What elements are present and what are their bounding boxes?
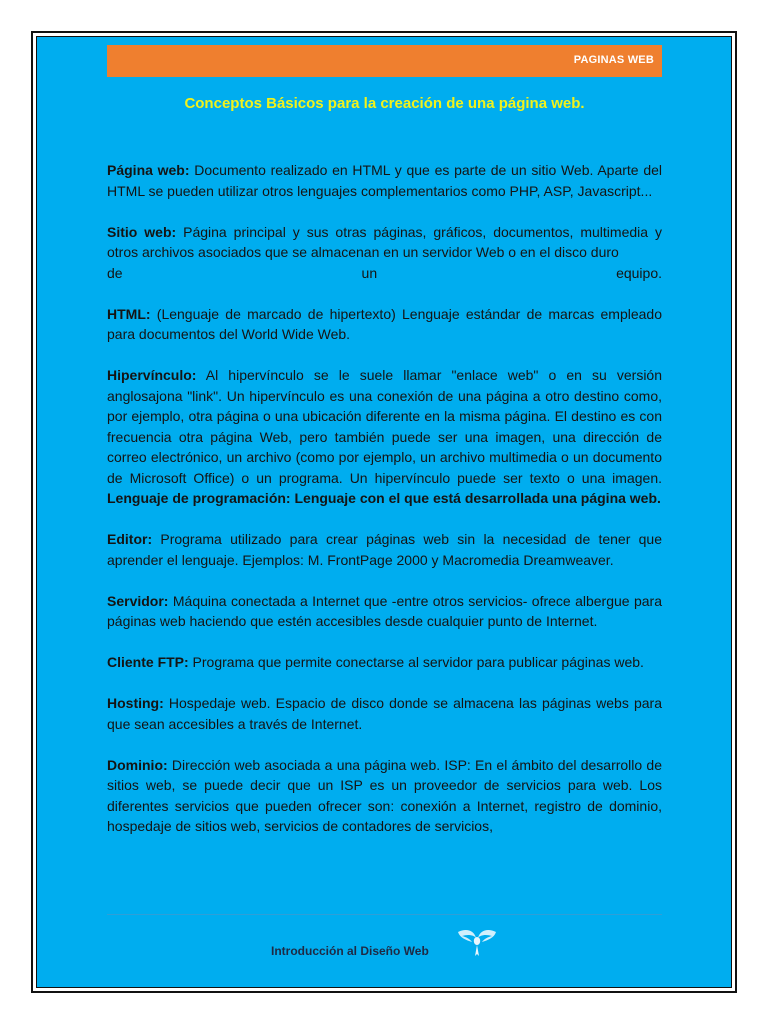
sitio-web-word-3: equipo. xyxy=(616,264,662,281)
bird-logo-icon xyxy=(454,926,500,960)
sitio-web-word-2: un xyxy=(361,264,378,281)
footer-label: Introducción al Diseño Web xyxy=(271,944,429,958)
term-hosting: Hosting: xyxy=(107,695,164,711)
definition-hosting xyxy=(107,693,662,734)
text-editor: Programa utilizado para crear páginas web sin la necesidad de tener que aprender el lenguaje. Ejemplos: M. FrontPage 2000 y Macromedia Dreamweaver. xyxy=(107,531,662,568)
definition-editor xyxy=(107,529,662,570)
header-bar xyxy=(107,45,662,77)
definition-servidor xyxy=(107,591,662,632)
text-cliente-ftp: Programa que permite conectarse al servidor para publicar páginas web. xyxy=(188,654,644,670)
text-hosting: Hospedaje web. Espacio de disco donde se almacena las páginas webs para que sean accesibles a través de Internet. xyxy=(107,695,662,732)
term-pagina-web: Página web: xyxy=(107,162,190,178)
text-lenguaje-programacion: Lenguaje de programación: Lenguaje con el que está desarrollada una página web. xyxy=(107,490,661,506)
header-label: PAGINAS WEB xyxy=(573,54,654,66)
sitio-web-word-1: de xyxy=(107,264,123,281)
term-dominio: Dominio: xyxy=(107,756,168,773)
text-pagina-web: Documento realizado en HTML y que es parte de un sitio Web. Aparte del HTML se pueden utilizar otros lenguajes complementarios como PHP, ASP, Javascript... xyxy=(107,162,663,199)
footer-divider xyxy=(107,914,662,915)
definitions-body xyxy=(107,160,662,837)
text-html: (Lenguaje de marcado de hipertexto) Lenguaje estándar de marcas empleado para documentos del World Wide Web. xyxy=(107,305,662,342)
text-dominio: Dirección web asociada a una página web. ISP: En el ámbito del desarrollo de sitios web, se puede decir que un ISP es un proveedor de servicios para web. Los diferentes servicios que pueden ofrecer son: conexión a Internet, registro de dominio, hospedaje de sitios web, servicios de contadores de servicios, xyxy=(107,756,662,834)
sitio-web-paragraph xyxy=(107,222,662,263)
term-sitio-web: Sitio web: xyxy=(107,223,177,240)
definition-hipervinculo xyxy=(107,365,662,509)
sitio-web-last-line xyxy=(107,263,662,284)
definition-dominio xyxy=(107,755,662,837)
term-editor: Editor: xyxy=(107,531,153,547)
definition-pagina-web xyxy=(107,160,662,201)
text-servidor: Máquina conectada a Internet que -entre otros servicios- ofrece albergue para páginas web haciendo que estén accesibles desde cualquier punto de Internet. xyxy=(107,592,662,629)
term-servidor: Servidor: xyxy=(107,592,169,609)
definition-html xyxy=(107,304,662,345)
definition-cliente-ftp xyxy=(107,652,662,673)
text-sitio-web: Página principal y sus otras páginas, gráficos, documentos, multimedia y otros archivos asociados que se almacenan en un servidor Web o en el disco duro xyxy=(107,223,662,260)
term-hipervinculo: Hipervínculo: xyxy=(107,367,197,383)
term-html: HTML: xyxy=(107,305,151,322)
text-hipervinculo: Al hipervínculo se le suele llamar "enlace web" o en su versión anglosajona "link". Un hipervínculo es una conexión de una página a otro destino como, por ejemplo, otra página o una ubicación diferente en la misma página. El destino es con frecuencia otra página Web, pero también puede ser una imagen, una dirección de correo electrónico, un archivo (como por ejemplo, un archivo multimedia o un documento de Microsoft Office) o un programa. Un hipervínculo puede ser texto o una imagen. xyxy=(107,367,662,486)
term-cliente-ftp: Cliente FTP: xyxy=(107,654,189,670)
definition-sitio-web xyxy=(107,222,662,284)
document-title: Conceptos Básicos para la creación de una página web. xyxy=(184,95,585,112)
